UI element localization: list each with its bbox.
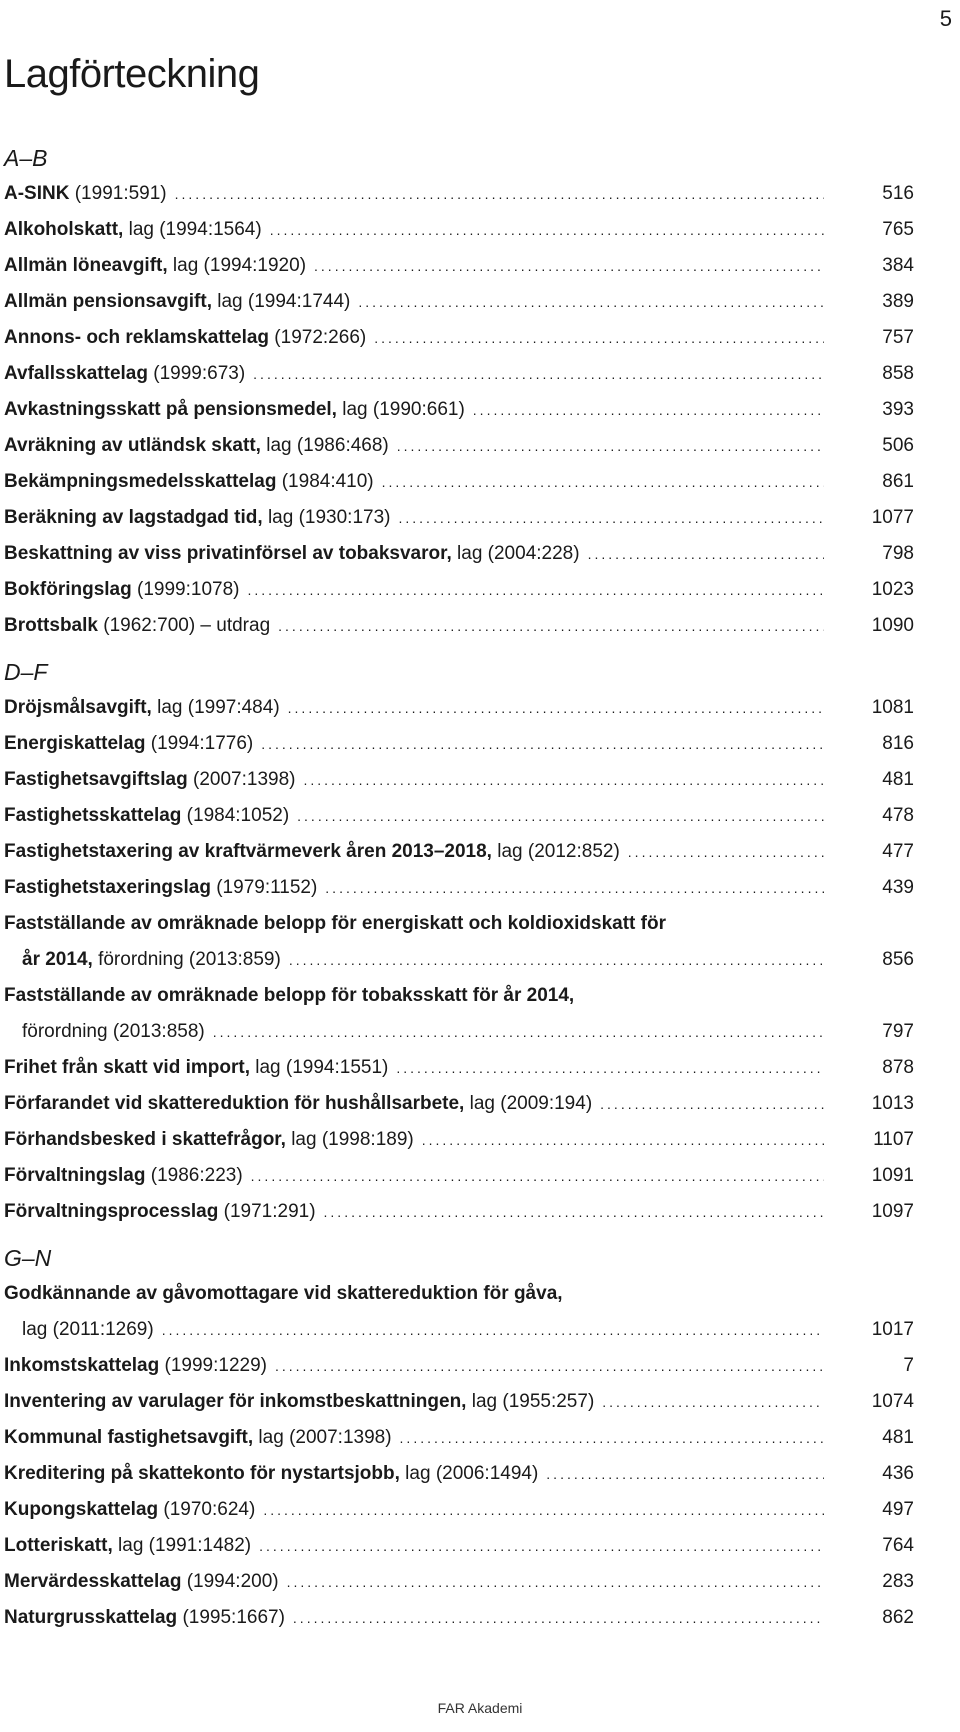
entry-title-bold: Fastighetstaxering av kraftvärmeverk åren 2013–2018, [4,841,492,862]
entry-citation: (1962:700) – utdrag [97,615,271,636]
entry-page-number: 393 [882,399,914,420]
dot-leader [253,356,824,392]
entry-page-number: 1081 [871,697,914,718]
entry-page-number: 478 [882,805,914,826]
entry-title [4,870,317,906]
entry-title-bold: Förfarandet vid skattereduktion för hushållsarbete, [4,1093,465,1114]
dot-leader [251,1158,824,1194]
entry-page-number: 389 [882,291,914,312]
entry-title [4,320,366,356]
entry-citation: lag (1997:484) [151,697,280,718]
entry-page-number: 765 [882,219,914,240]
entry-title-bold: Allmän pensionsavgift, [4,291,212,312]
entry-title-bold: Annons- och reklamskattelag [4,327,270,348]
entry-citation: lag (1994:1551) [249,1057,389,1078]
entry-page-number: 861 [882,471,914,492]
dot-leader [162,1312,824,1348]
entry-title-bold: A-SINK [4,183,70,204]
entry-title-bold: år 2014, [22,949,93,970]
entry-citation: lag (1955:257) [466,1391,595,1412]
entry-page-number: 1097 [871,1201,914,1222]
entry-title-bold: Förhandsbesked i skattefrågor, [4,1129,286,1150]
dot-leader [259,1528,824,1564]
entry-citation: lag (1994:1920) [167,255,307,276]
entry-page-number: 862 [882,1607,914,1628]
entry-title-bold: Inventering av varulager för inkomstbeskattningen, [4,1391,467,1412]
entry-page-number: 481 [882,769,914,790]
entry-title-bold: Alkoholskatt, [4,219,124,240]
entry-title [4,1528,251,1564]
entry-citation: (1984:1052) [181,805,290,826]
dot-leader [422,1122,824,1158]
index-entry [4,536,914,572]
dot-leader [358,284,824,320]
index-entry [4,1600,914,1636]
section-heading: A–B [4,145,48,171]
dot-leader [397,428,824,464]
entry-title [4,212,262,248]
entry-title [4,1492,255,1528]
entry-title [4,608,270,644]
entry-title [22,1312,154,1348]
entry-citation: (1979:1152) [210,877,318,898]
entry-page-number: 1091 [871,1165,914,1186]
entry-page-number: 878 [882,1057,914,1078]
entry-title-bold: Kreditering på skattekonto för nystartsjobb, [4,1463,400,1484]
entry-citation: lag (2011:1269) [22,1319,154,1340]
entry-title [4,1122,414,1158]
entry-title [4,762,295,798]
entry-title-bold: Avräkning av utländsk skatt, [4,435,261,456]
index-entry [4,906,914,978]
entry-citation: lag (1990:661) [336,399,465,420]
entry-citation: (1970:624) [158,1499,256,1520]
entry-title [4,536,580,572]
entry-citation: (1991:591) [69,183,167,204]
entry-title-bold: Frihet från skatt vid import, [4,1057,250,1078]
dot-leader [602,1384,824,1420]
dot-leader [473,392,824,428]
page-number: 5 [939,6,952,31]
entry-title-bold: Energiskattelag [4,733,146,754]
entry-title-line1: Fastställande av omräknade belopp för energiskatt och koldioxidskatt för [4,913,666,934]
index-entry [4,212,914,248]
entry-citation: förordning (2013:858) [22,1021,205,1042]
index-entry [4,176,914,212]
entry-title-bold: Kupongskattelag [4,1499,159,1520]
entry-title [22,942,281,978]
entry-page-number: 816 [882,733,914,754]
entry-citation: (1999:673) [147,363,246,384]
dot-leader [546,1456,824,1492]
dot-leader [275,1348,824,1384]
entry-citation: (1971:291) [218,1201,316,1222]
entry-title-bold: Kommunal fastighetsavgift, [4,1427,254,1448]
dot-leader [600,1086,824,1122]
entry-page-number: 439 [882,877,914,898]
index-entry [4,1420,914,1456]
dot-leader [213,1014,824,1050]
entry-citation: lag (1991:1482) [112,1535,252,1556]
entry-title-bold: Fastighetstaxeringslag [4,877,211,898]
entry-page-number: 797 [882,1021,914,1042]
dot-leader [325,870,824,906]
entry-citation: (1972:266) [269,327,367,348]
index-entry [4,572,914,608]
entry-title-bold: Dröjsmålsavgift, [4,697,152,718]
entry-title [4,1600,285,1636]
index-entry [4,1276,914,1348]
entry-title [4,1384,594,1420]
entry-title-bold: Förvaltningslag [4,1165,146,1186]
page-title: Lagförteckning [4,52,260,96]
index-entry [4,1194,914,1230]
entry-citation: (1986:223) [145,1165,243,1186]
entry-title-bold: Allmän löneavgift, [4,255,168,276]
index-entry [4,978,914,1050]
entry-title [22,1014,205,1050]
entry-citation: lag (1998:189) [285,1129,414,1150]
entry-page-number: 1107 [873,1129,914,1150]
dot-leader [396,1050,824,1086]
entry-page-number: 757 [882,327,914,348]
index-entry [4,1086,914,1122]
entry-title [4,392,465,428]
entry-page-number: 1017 [871,1319,914,1340]
entry-page-number: 798 [882,543,914,564]
entry-title [4,1158,243,1194]
index-entry [4,248,914,284]
index-entry [4,798,914,834]
entry-citation: lag (2007:1398) [253,1427,392,1448]
dot-leader [278,608,824,644]
footer-publisher: FAR Akademi [437,1700,523,1716]
entry-page-number: 1074 [871,1391,914,1412]
entry-title [4,284,350,320]
entry-title-bold: Mervärdesskattelag [4,1571,182,1592]
index-entry [4,870,914,906]
entry-title-bold: Brottsbalk [4,615,98,636]
entry-page-number: 516 [882,183,914,204]
index-entry [4,1456,914,1492]
dot-leader [289,942,824,978]
entry-title [4,1420,392,1456]
entry-title-bold: Förvaltningsprocesslag [4,1201,219,1222]
entry-title-bold: Lotteriskatt, [4,1535,113,1556]
index-entry [4,1492,914,1528]
entry-title [4,464,374,500]
dot-leader [293,1600,824,1636]
index-entry [4,1050,914,1086]
entry-title [4,572,239,608]
entry-citation: (1999:1229) [159,1355,267,1376]
entry-page-number: 506 [882,435,914,456]
dot-leader [400,1420,824,1456]
dot-leader [297,798,824,834]
entry-title [4,248,306,284]
index-entry [4,834,914,870]
entry-title [4,726,253,762]
entry-page-number: 477 [882,841,914,862]
dot-leader [247,572,824,608]
entry-citation: (1984:410) [276,471,374,492]
entry-citation: lag (1930:173) [262,507,391,528]
dot-leader [175,176,824,212]
dot-leader [324,1194,824,1230]
entry-title-bold: Avkastningsskatt på pensionsmedel, [4,399,337,420]
entry-citation: lag (1994:1564) [123,219,262,240]
entry-citation: förordning (2013:859) [92,949,281,970]
entry-title-bold: Fastighetsavgiftslag [4,769,188,790]
dot-leader [287,1564,824,1600]
entry-page-number: 1090 [871,615,914,636]
entry-page-number: 283 [882,1571,914,1592]
entry-page-number: 384 [882,255,914,276]
dot-leader [399,500,825,536]
index-entry [4,428,914,464]
index-entry [4,1158,914,1194]
index-entry [4,320,914,356]
entry-page-number: 1023 [871,579,914,600]
entry-citation: lag (1986:468) [260,435,389,456]
entry-page-number: 7 [903,1355,914,1376]
entry-title [4,176,167,212]
section-heading: G–N [4,1245,52,1271]
entry-title [4,798,289,834]
index-entry [4,690,914,726]
index-entry [4,392,914,428]
entry-title [4,1086,592,1122]
entry-citation: lag (2009:194) [464,1093,593,1114]
index-entry [4,608,914,644]
index-entry [4,1564,914,1600]
dot-leader [374,320,824,356]
dot-leader [303,762,824,798]
dot-leader [588,536,824,572]
entry-title-line1: Godkännande av gåvomottagare vid skattereduktion för gåva, [4,1283,563,1304]
entry-page-number: 436 [882,1463,914,1484]
index-entry [4,1384,914,1420]
index-entry [4,1122,914,1158]
entry-page-number: 497 [882,1499,914,1520]
entry-title-line1: Fastställande av omräknade belopp för tobaksskatt för år 2014, [4,985,575,1006]
index-entry [4,1528,914,1564]
entry-title [4,500,391,536]
dot-leader [382,464,824,500]
dot-leader [263,1492,824,1528]
entry-citation: (1999:1078) [131,579,240,600]
dot-leader [288,690,824,726]
entry-title [4,1564,279,1600]
entry-title [4,428,389,464]
entry-title-bold: Inkomstskattelag [4,1355,160,1376]
entry-page-number: 764 [882,1535,914,1556]
entry-citation: lag (2006:1494) [399,1463,539,1484]
entry-title [4,690,280,726]
index-entry [4,726,914,762]
entry-citation: lag (1994:1744) [211,291,351,312]
index-entry [4,356,914,392]
dot-leader [270,212,824,248]
index-entry [4,500,914,536]
entry-citation: (1994:200) [181,1571,279,1592]
entry-title [4,356,245,392]
index-entry [4,284,914,320]
dot-leader [628,834,824,870]
entry-citation: lag (2012:852) [491,841,620,862]
entry-title-bold: Bokföringslag [4,579,132,600]
index-entry [4,762,914,798]
dot-leader [314,248,824,284]
entry-title [4,1456,538,1492]
law-index [4,140,914,1636]
index-entry [4,464,914,500]
entry-page-number: 858 [882,363,914,384]
entry-title-bold: Beskattning av viss privatinförsel av tobaksvaror, [4,543,452,564]
entry-title [4,1348,267,1384]
entry-page-number: 481 [882,1427,914,1448]
entry-title [4,834,620,870]
entry-page-number: 856 [882,949,914,970]
entry-page-number: 1013 [871,1093,914,1114]
entry-title-bold: Fastighetsskattelag [4,805,182,826]
entry-citation: (1995:1667) [177,1607,285,1628]
entry-page-number: 1077 [871,507,914,528]
section-heading: D–F [4,659,48,685]
dot-leader [261,726,824,762]
entry-citation: (1994:1776) [145,733,254,754]
entry-title-bold: Avfallsskattelag [4,363,148,384]
entry-citation: lag (2004:228) [451,543,580,564]
entry-title [4,1194,316,1230]
entry-title-bold: Bekämpningsmedelsskattelag [4,471,277,492]
entry-title [4,1050,388,1086]
entry-title-bold: Naturgrusskattelag [4,1607,178,1628]
index-entry [4,1348,914,1384]
entry-title-bold: Beräkning av lagstadgad tid, [4,507,263,528]
entry-citation: (2007:1398) [187,769,296,790]
